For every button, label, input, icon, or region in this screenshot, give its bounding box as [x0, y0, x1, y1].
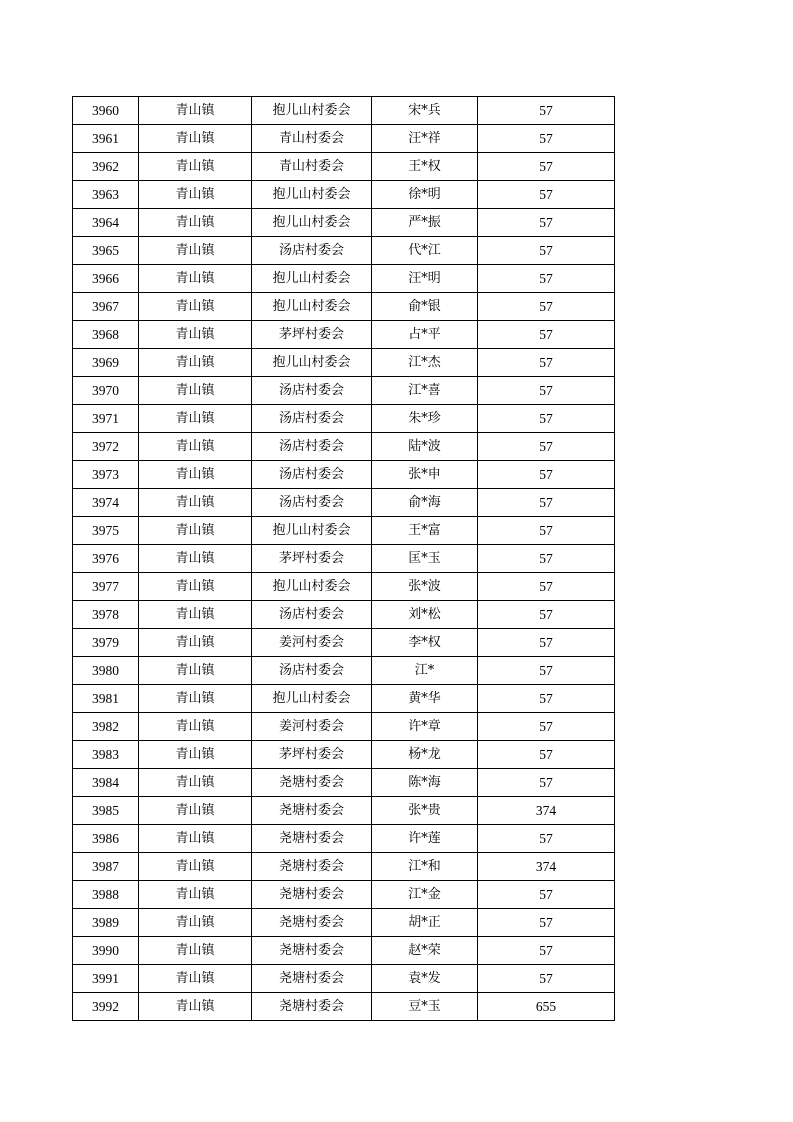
person-name-cell: 豆*玉: [372, 993, 478, 1021]
table-row: [73, 461, 615, 489]
amount-cell: 57: [478, 293, 615, 321]
person-name-cell: 匡*玉: [372, 545, 478, 573]
row-number-cell: 3978: [73, 601, 139, 629]
village-cell: 汤店村委会: [252, 433, 372, 461]
amount-cell: 57: [478, 125, 615, 153]
person-name-cell: 胡*正: [372, 909, 478, 937]
person-name-cell: 代*江: [372, 237, 478, 265]
village-cell: 青山村委会: [252, 153, 372, 181]
table-row: [73, 629, 615, 657]
town-cell: 青山镇: [139, 461, 252, 489]
amount-cell: 57: [478, 153, 615, 181]
table-row: [73, 489, 615, 517]
data-table: [72, 96, 615, 1021]
village-cell: 尧塘村委会: [252, 937, 372, 965]
village-cell: 抱儿山村委会: [252, 517, 372, 545]
table-row: [73, 797, 615, 825]
town-cell: 青山镇: [139, 769, 252, 797]
amount-cell: 57: [478, 629, 615, 657]
table-body: [73, 97, 615, 1021]
table-row: [73, 909, 615, 937]
village-cell: 抱儿山村委会: [252, 349, 372, 377]
village-cell: 姜河村委会: [252, 629, 372, 657]
row-number-cell: 3969: [73, 349, 139, 377]
village-cell: 茅坪村委会: [252, 321, 372, 349]
table-row: [73, 517, 615, 545]
town-cell: 青山镇: [139, 265, 252, 293]
village-cell: 尧塘村委会: [252, 769, 372, 797]
row-number-cell: 3972: [73, 433, 139, 461]
village-cell: 抱儿山村委会: [252, 293, 372, 321]
village-cell: 抱儿山村委会: [252, 685, 372, 713]
amount-cell: 57: [478, 769, 615, 797]
village-cell: 尧塘村委会: [252, 965, 372, 993]
town-cell: 青山镇: [139, 405, 252, 433]
row-number-cell: 3962: [73, 153, 139, 181]
person-name-cell: 宋*兵: [372, 97, 478, 125]
table-row: [73, 209, 615, 237]
table-row: [73, 965, 615, 993]
person-name-cell: 汪*明: [372, 265, 478, 293]
amount-cell: 57: [478, 405, 615, 433]
town-cell: 青山镇: [139, 153, 252, 181]
town-cell: 青山镇: [139, 321, 252, 349]
amount-cell: 57: [478, 97, 615, 125]
amount-cell: 57: [478, 517, 615, 545]
amount-cell: 374: [478, 797, 615, 825]
town-cell: 青山镇: [139, 237, 252, 265]
table-row: [73, 153, 615, 181]
table-row: [73, 181, 615, 209]
village-cell: 尧塘村委会: [252, 881, 372, 909]
person-name-cell: 江*喜: [372, 377, 478, 405]
person-name-cell: 许*莲: [372, 825, 478, 853]
person-name-cell: 朱*珍: [372, 405, 478, 433]
person-name-cell: 俞*银: [372, 293, 478, 321]
table-row: [73, 601, 615, 629]
amount-cell: 57: [478, 321, 615, 349]
person-name-cell: 刘*松: [372, 601, 478, 629]
village-cell: 抱儿山村委会: [252, 573, 372, 601]
table-row: [73, 853, 615, 881]
amount-cell: 57: [478, 685, 615, 713]
person-name-cell: 陆*波: [372, 433, 478, 461]
town-cell: 青山镇: [139, 741, 252, 769]
village-cell: 汤店村委会: [252, 405, 372, 433]
table-row: [73, 685, 615, 713]
person-name-cell: 杨*龙: [372, 741, 478, 769]
row-number-cell: 3973: [73, 461, 139, 489]
town-cell: 青山镇: [139, 209, 252, 237]
town-cell: 青山镇: [139, 433, 252, 461]
village-cell: 汤店村委会: [252, 461, 372, 489]
person-name-cell: 陈*海: [372, 769, 478, 797]
amount-cell: 57: [478, 237, 615, 265]
amount-cell: 57: [478, 657, 615, 685]
village-cell: 姜河村委会: [252, 713, 372, 741]
table-row: [73, 405, 615, 433]
town-cell: 青山镇: [139, 909, 252, 937]
amount-cell: 57: [478, 545, 615, 573]
amount-cell: 57: [478, 713, 615, 741]
village-cell: 尧塘村委会: [252, 909, 372, 937]
table-row: [73, 321, 615, 349]
town-cell: 青山镇: [139, 349, 252, 377]
town-cell: 青山镇: [139, 293, 252, 321]
row-number-cell: 3983: [73, 741, 139, 769]
town-cell: 青山镇: [139, 125, 252, 153]
town-cell: 青山镇: [139, 965, 252, 993]
table-row: [73, 265, 615, 293]
person-name-cell: 汪*祥: [372, 125, 478, 153]
amount-cell: 57: [478, 825, 615, 853]
village-cell: 抱儿山村委会: [252, 209, 372, 237]
row-number-cell: 3986: [73, 825, 139, 853]
village-cell: 茅坪村委会: [252, 741, 372, 769]
amount-cell: 57: [478, 881, 615, 909]
town-cell: 青山镇: [139, 937, 252, 965]
table-row: [73, 993, 615, 1021]
row-number-cell: 3980: [73, 657, 139, 685]
table-row: [73, 769, 615, 797]
table-row: [73, 293, 615, 321]
row-number-cell: 3982: [73, 713, 139, 741]
amount-cell: 374: [478, 853, 615, 881]
row-number-cell: 3963: [73, 181, 139, 209]
row-number-cell: 3970: [73, 377, 139, 405]
table-row: [73, 881, 615, 909]
row-number-cell: 3990: [73, 937, 139, 965]
town-cell: 青山镇: [139, 629, 252, 657]
village-cell: 青山村委会: [252, 125, 372, 153]
table-row: [73, 573, 615, 601]
table-row: [73, 433, 615, 461]
village-cell: 茅坪村委会: [252, 545, 372, 573]
town-cell: 青山镇: [139, 377, 252, 405]
person-name-cell: 王*权: [372, 153, 478, 181]
person-name-cell: 严*振: [372, 209, 478, 237]
village-cell: 抱儿山村委会: [252, 265, 372, 293]
person-name-cell: 江*和: [372, 853, 478, 881]
table-row: [73, 741, 615, 769]
village-cell: 抱儿山村委会: [252, 181, 372, 209]
table-row: [73, 825, 615, 853]
person-name-cell: 江*: [372, 657, 478, 685]
amount-cell: 57: [478, 265, 615, 293]
town-cell: 青山镇: [139, 573, 252, 601]
town-cell: 青山镇: [139, 685, 252, 713]
person-name-cell: 王*富: [372, 517, 478, 545]
person-name-cell: 俞*海: [372, 489, 478, 517]
town-cell: 青山镇: [139, 657, 252, 685]
village-cell: 汤店村委会: [252, 377, 372, 405]
town-cell: 青山镇: [139, 825, 252, 853]
row-number-cell: 3964: [73, 209, 139, 237]
person-name-cell: 江*金: [372, 881, 478, 909]
town-cell: 青山镇: [139, 881, 252, 909]
village-cell: 尧塘村委会: [252, 825, 372, 853]
table-row: [73, 237, 615, 265]
person-name-cell: 许*章: [372, 713, 478, 741]
town-cell: 青山镇: [139, 601, 252, 629]
amount-cell: 57: [478, 433, 615, 461]
table-row: [73, 97, 615, 125]
village-cell: 汤店村委会: [252, 601, 372, 629]
town-cell: 青山镇: [139, 181, 252, 209]
person-name-cell: 占*平: [372, 321, 478, 349]
amount-cell: 57: [478, 489, 615, 517]
row-number-cell: 3992: [73, 993, 139, 1021]
person-name-cell: 张*申: [372, 461, 478, 489]
person-name-cell: 黄*华: [372, 685, 478, 713]
person-name-cell: 张*波: [372, 573, 478, 601]
town-cell: 青山镇: [139, 489, 252, 517]
amount-cell: 655: [478, 993, 615, 1021]
village-cell: 尧塘村委会: [252, 797, 372, 825]
row-number-cell: 3991: [73, 965, 139, 993]
person-name-cell: 李*权: [372, 629, 478, 657]
amount-cell: 57: [478, 965, 615, 993]
row-number-cell: 3988: [73, 881, 139, 909]
village-cell: 尧塘村委会: [252, 993, 372, 1021]
person-name-cell: 江*杰: [372, 349, 478, 377]
row-number-cell: 3975: [73, 517, 139, 545]
amount-cell: 57: [478, 181, 615, 209]
person-name-cell: 袁*发: [372, 965, 478, 993]
row-number-cell: 3987: [73, 853, 139, 881]
person-name-cell: 徐*明: [372, 181, 478, 209]
row-number-cell: 3960: [73, 97, 139, 125]
row-number-cell: 3985: [73, 797, 139, 825]
person-name-cell: 张*贵: [372, 797, 478, 825]
table-row: [73, 125, 615, 153]
table-row: [73, 713, 615, 741]
table-row: [73, 377, 615, 405]
town-cell: 青山镇: [139, 545, 252, 573]
row-number-cell: 3984: [73, 769, 139, 797]
town-cell: 青山镇: [139, 853, 252, 881]
table-row: [73, 937, 615, 965]
row-number-cell: 3989: [73, 909, 139, 937]
amount-cell: 57: [478, 573, 615, 601]
table-row: [73, 657, 615, 685]
amount-cell: 57: [478, 461, 615, 489]
amount-cell: 57: [478, 741, 615, 769]
row-number-cell: 3974: [73, 489, 139, 517]
town-cell: 青山镇: [139, 797, 252, 825]
amount-cell: 57: [478, 349, 615, 377]
row-number-cell: 3967: [73, 293, 139, 321]
village-cell: 汤店村委会: [252, 489, 372, 517]
row-number-cell: 3979: [73, 629, 139, 657]
person-name-cell: 赵*荣: [372, 937, 478, 965]
amount-cell: 57: [478, 209, 615, 237]
town-cell: 青山镇: [139, 517, 252, 545]
table-row: [73, 545, 615, 573]
town-cell: 青山镇: [139, 993, 252, 1021]
town-cell: 青山镇: [139, 97, 252, 125]
row-number-cell: 3977: [73, 573, 139, 601]
village-cell: 汤店村委会: [252, 237, 372, 265]
amount-cell: 57: [478, 937, 615, 965]
amount-cell: 57: [478, 601, 615, 629]
amount-cell: 57: [478, 377, 615, 405]
village-cell: 汤店村委会: [252, 657, 372, 685]
row-number-cell: 3976: [73, 545, 139, 573]
row-number-cell: 3965: [73, 237, 139, 265]
village-cell: 抱儿山村委会: [252, 97, 372, 125]
village-cell: 尧塘村委会: [252, 853, 372, 881]
row-number-cell: 3961: [73, 125, 139, 153]
amount-cell: 57: [478, 909, 615, 937]
row-number-cell: 3981: [73, 685, 139, 713]
table-row: [73, 349, 615, 377]
row-number-cell: 3971: [73, 405, 139, 433]
row-number-cell: 3968: [73, 321, 139, 349]
row-number-cell: 3966: [73, 265, 139, 293]
town-cell: 青山镇: [139, 713, 252, 741]
